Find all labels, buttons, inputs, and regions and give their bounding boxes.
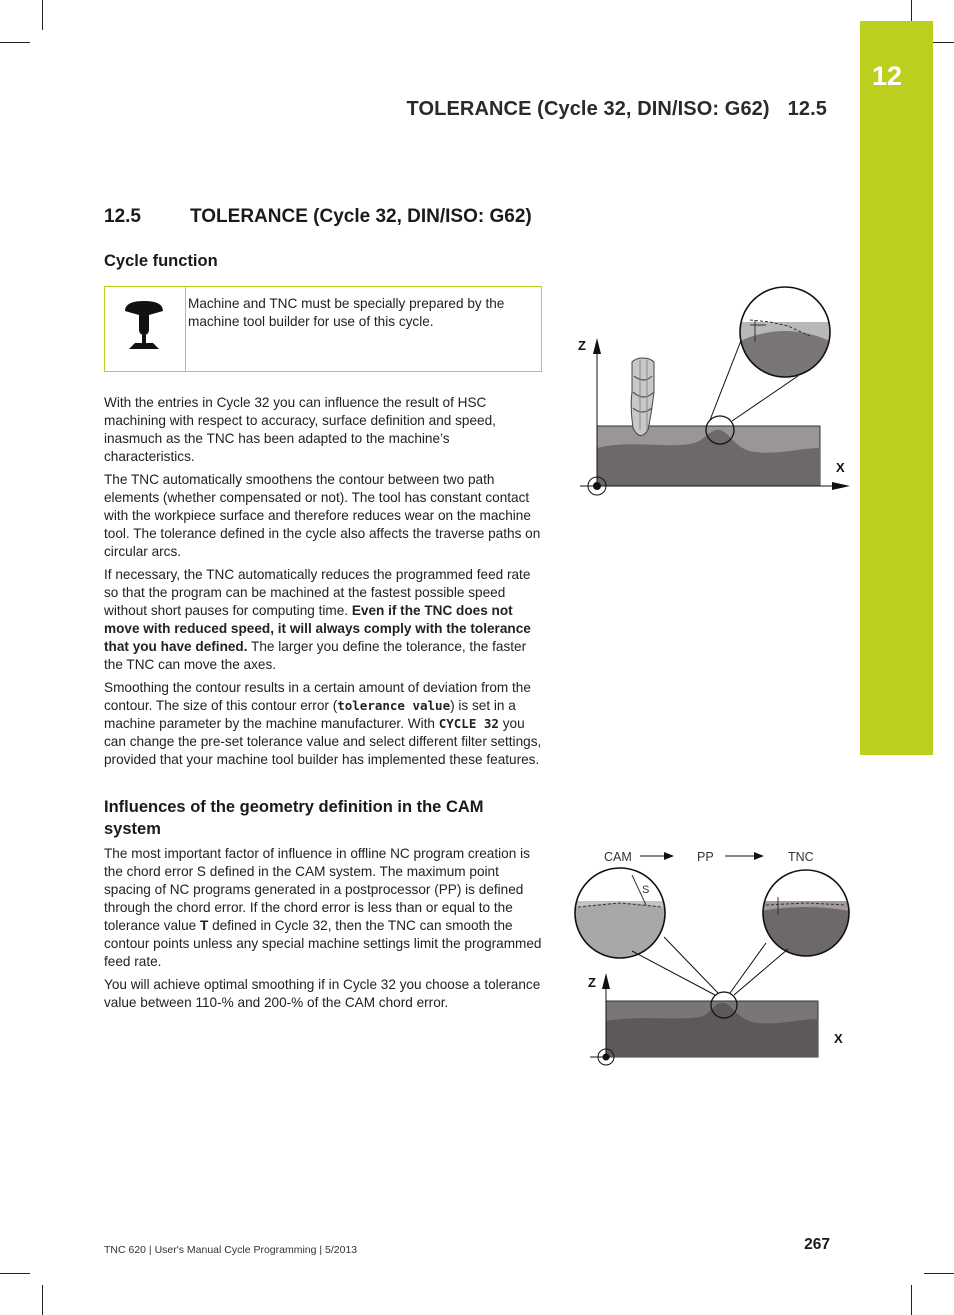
crop-mark: [0, 1273, 30, 1274]
pp-label: PP: [697, 850, 714, 864]
chapter-number: 12: [872, 61, 903, 91]
chapter-tab: [860, 21, 933, 755]
z-axis-label: Z: [578, 338, 586, 353]
tnc-label: TNC: [788, 850, 814, 864]
crop-mark: [924, 1273, 954, 1274]
footer-text: TNC 620 | User's Manual Cycle Programming | 5/2013: [104, 1244, 358, 1256]
crop-mark: [911, 1285, 912, 1315]
chord-error-label: S: [642, 884, 650, 896]
parameter-name: tolerance value: [337, 698, 451, 713]
paragraph: The most important factor of influence in offline NC program creation is the chord error S defined in the CAM system. The maximum point spacing of NC programs generated in a postprocessor (PP) is defined through the chord error. If the chord error is less than or equal to the tolerance value T defined in Cycle 32, then the TNC can smooth the contour points unless any special machine settings limit the programmed feed rate.: [104, 846, 542, 969]
paragraph: Smoothing the contour results in a certain amount of deviation from the contour. The size of this contour error (tolerance value) is set in a machine parameter by the machine manufacturer. With CYCLE 32 you can change the pre-set tolerance value and select different filter settings, provided that your machine tool builder has implemented these features.: [104, 680, 542, 767]
running-head: [407, 98, 827, 121]
section-number: 12.5: [104, 206, 141, 227]
note-box: [104, 286, 542, 372]
cycle-name: CYCLE 32: [438, 716, 499, 731]
cycle-function-heading: Cycle function: [104, 252, 218, 270]
paragraph: With the entries in Cycle 32 you can influence the result of HSC machining with respect to accuracy, surface definition and speed, inasmuch as the TNC has been adapted to the machine’s characteristics.: [104, 395, 496, 464]
crop-mark: [42, 0, 43, 30]
x-axis-label: X: [834, 1031, 843, 1046]
crop-mark: [0, 42, 30, 43]
tolerance-figure: [570, 280, 860, 502]
section-title-text: TOLERANCE (Cycle 32, DIN/ISO: G62): [190, 206, 532, 227]
machine-warning-icon: [121, 297, 167, 357]
note-text: Machine and TNC must be specially prepared by the machine tool builder for use of this cycle.: [188, 296, 505, 329]
section-title: [104, 206, 532, 228]
cam-pp-tnc-figure: [570, 845, 860, 1075]
note-divider: [185, 287, 186, 371]
paragraph: You will achieve optimal smoothing if in Cycle 32 you choose a tolerance value between 110-% and 200-% of the CAM chord error.: [104, 977, 541, 1010]
crop-mark: [42, 1285, 43, 1315]
running-head-title: TOLERANCE (Cycle 32, DIN/ISO: G62): [406, 98, 770, 120]
running-head-number: 12.5: [787, 98, 827, 120]
emphasis-text: Even if the TNC does not move with reduced speed, it will always comply with the tolerance that you have defined.: [104, 603, 531, 654]
influences-body: [104, 845, 544, 1017]
cycle-function-body: [104, 394, 544, 774]
paragraph: The TNC automatically smoothens the contour between two path elements (whether compensated or not). The tool has constant contact with the workpiece surface and therefore reduces wear on the machine tool. The tolerance defined in the cycle also affects the traverse paths on circular arcs.: [104, 472, 541, 559]
x-axis-label: X: [836, 460, 845, 475]
cam-label: CAM: [604, 850, 632, 864]
influences-heading: Influences of the geometry definition in the CAM system: [104, 798, 484, 838]
paragraph: If necessary, the TNC automatically reduces the programmed feed rate so that the program can be machined at the fastest possible speed without short pauses for computing time. Even if the TNC does not move with reduced speed, it will always comply with the tolerance that you have defined. The larger you define the tolerance, the faster the TNC can move the axes.: [104, 567, 531, 672]
z-axis-label: Z: [588, 975, 596, 990]
tolerance-symbol: T: [199, 918, 209, 933]
end-mill-tool: [631, 358, 654, 436]
page-number: 267: [804, 1236, 830, 1253]
